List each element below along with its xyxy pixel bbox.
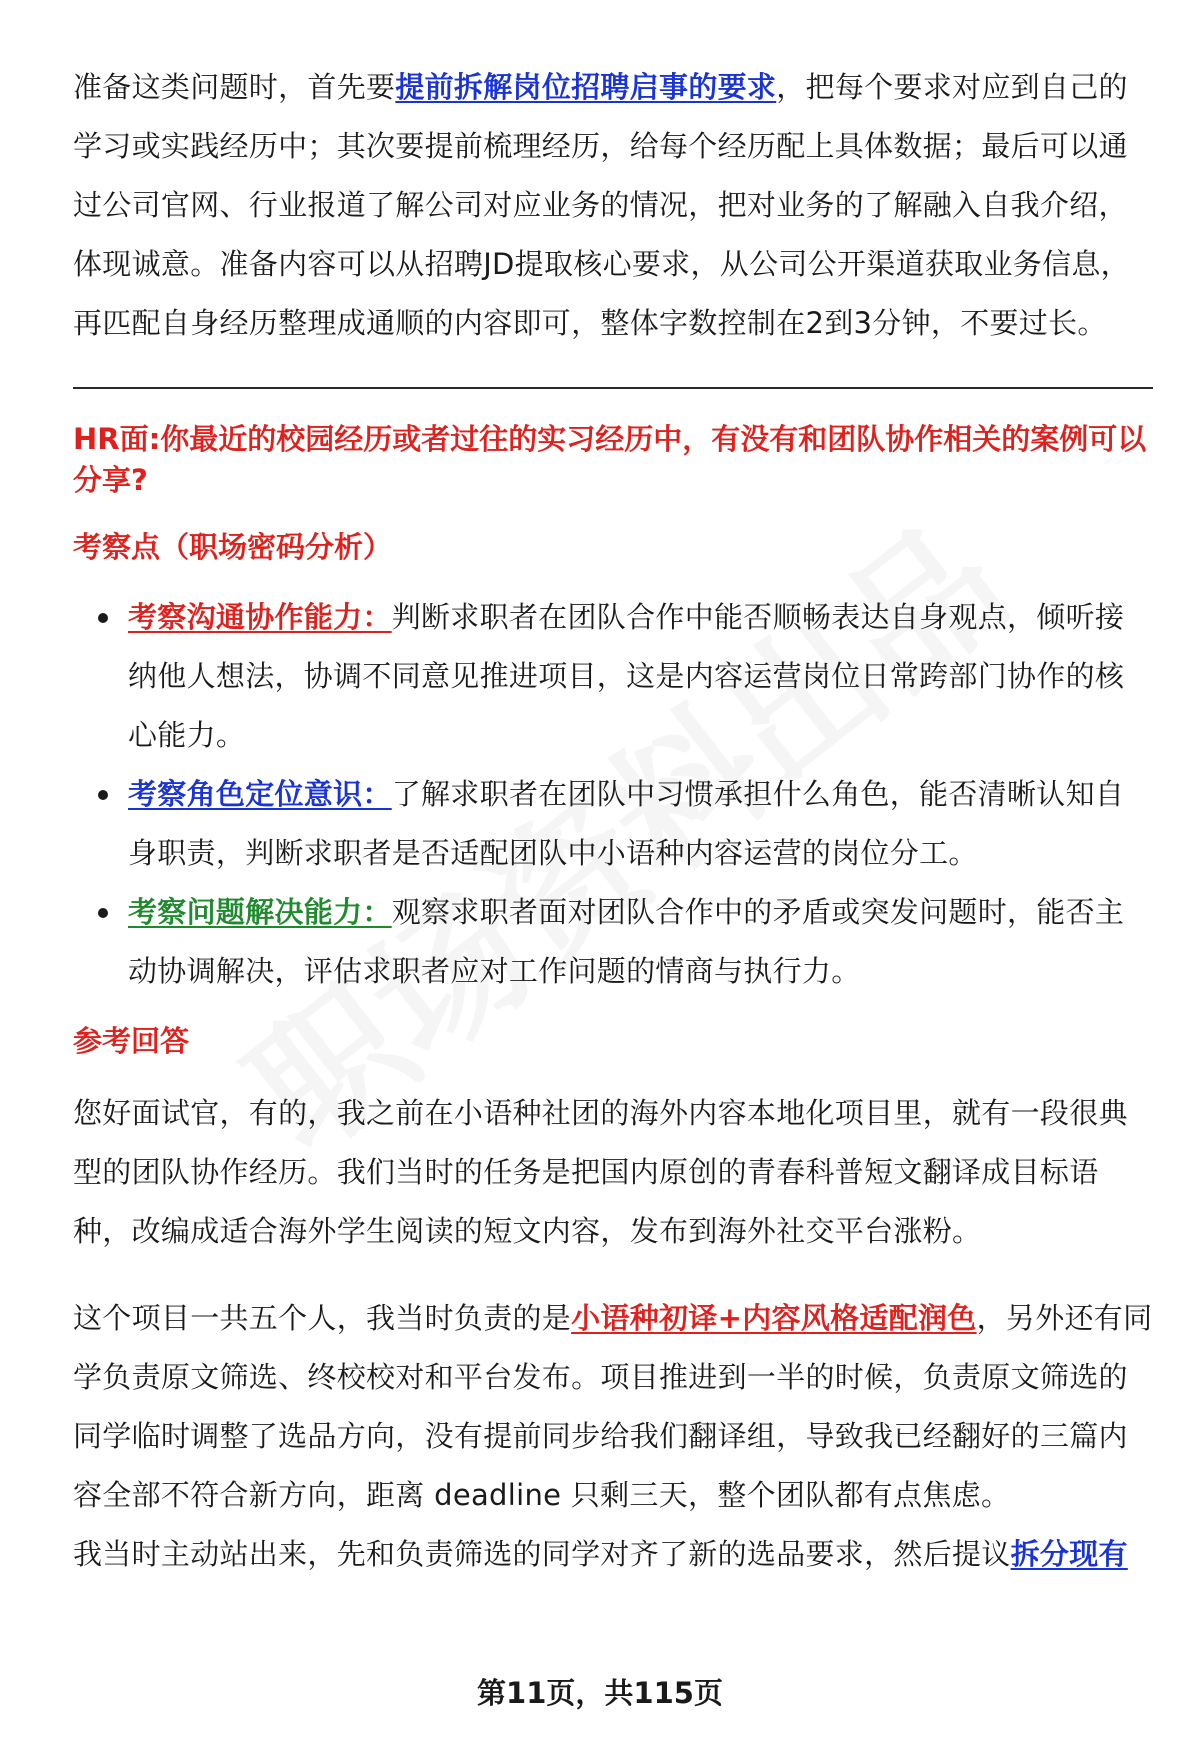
exam-point-3	[128, 883, 1153, 1001]
exam-points-list	[73, 588, 1153, 1001]
hr-question: HR面:你最近的校园经历或者过往的实习经历中，有没有和团队协作相关的案例可以分享?	[73, 422, 1147, 497]
document-page	[73, 58, 1153, 1584]
answer-text: ，另外还有同学负责原文筛选、终校校对和平台发布。项目推进到一半的时候，负责原文筛选的同学临时调整了选品方向，没有提前同步给我们翻译组，导致我已经翻好的三篇内容全部不符合新方向，距离 deadline 只剩三天，整个团队都有点焦虑。	[73, 1301, 1153, 1512]
intro-paragraph	[73, 58, 1153, 353]
exam-point-text: 判断求职者在团队合作中能否顺畅表达自身观点，倾听接纳他人想法，协调不同意见推进项目，这是内容运营岗位日常跨部门协作的核心能力。	[128, 600, 1125, 752]
exam-point-label: 考察沟通协作能力：	[128, 600, 392, 634]
intro-highlight: 提前拆解岗位招聘启事的要求	[395, 70, 777, 104]
answer-text: 我当时主动站出来，先和负责筛选的同学对齐了新的选品要求，然后提议	[73, 1537, 1011, 1571]
intro-text-2: ，把每个要求对应到自己的学习或实践经历中；其次要提前梳理经历，给每个经历配上具体数据；最后可以通过公司官网、行业报道了解公司对应业务的情况，把对业务的了解融入自我介绍，体现诚意。准备内容可以从招聘JD提取核心要求，从公司公开渠道获取业务信息，再匹配自身经历整理成通顺的内容即可，整体字数控制在2到3分钟，不要过长。	[73, 70, 1130, 340]
exam-point-text: 观察求职者面对团队合作中的矛盾或突发问题时，能否主动协调解决，评估求职者应对工作问题的情商与执行力。	[128, 895, 1125, 988]
answer-heading: 参考回答	[73, 1024, 190, 1058]
section-divider	[73, 387, 1153, 389]
exam-point-label: 考察问题解决能力：	[128, 895, 392, 929]
exam-points-heading: 考察点（职场密码分析）	[73, 530, 393, 564]
bullet-icon	[98, 613, 108, 623]
answer-text: 这个项目一共五个人，我当时负责的是	[73, 1301, 572, 1335]
answer-paragraph-3	[73, 1525, 1153, 1584]
bullet-icon	[98, 908, 108, 918]
answer-highlight: 小语种初译+内容风格适配润色	[571, 1301, 977, 1335]
answer-paragraph-2	[73, 1289, 1153, 1525]
exam-point-1	[128, 588, 1153, 765]
page-number-footer: 第11页，共115页	[477, 1676, 723, 1710]
answer-highlight: 拆分现有	[1010, 1537, 1128, 1571]
bullet-icon	[98, 790, 108, 800]
exam-point-2	[128, 765, 1153, 883]
intro-text-1: 准备这类问题时，首先要	[73, 70, 396, 104]
answer-paragraph-1: 您好面试官，有的，我之前在小语种社团的海外内容本地化项目里，就有一段很典型的团队协作经历。我们当时的任务是把国内原创的青春科普短文翻译成目标语种，改编成适合海外学生阅读的短文内容，发布到海外社交平台涨粉。	[73, 1096, 1128, 1248]
exam-point-text: 了解求职者在团队中习惯承担什么角色，能否清晰认知自身职责，判断求职者是否适配团队中小语种内容运营的岗位分工。	[128, 777, 1125, 870]
exam-point-label: 考察角色定位意识：	[128, 777, 392, 811]
